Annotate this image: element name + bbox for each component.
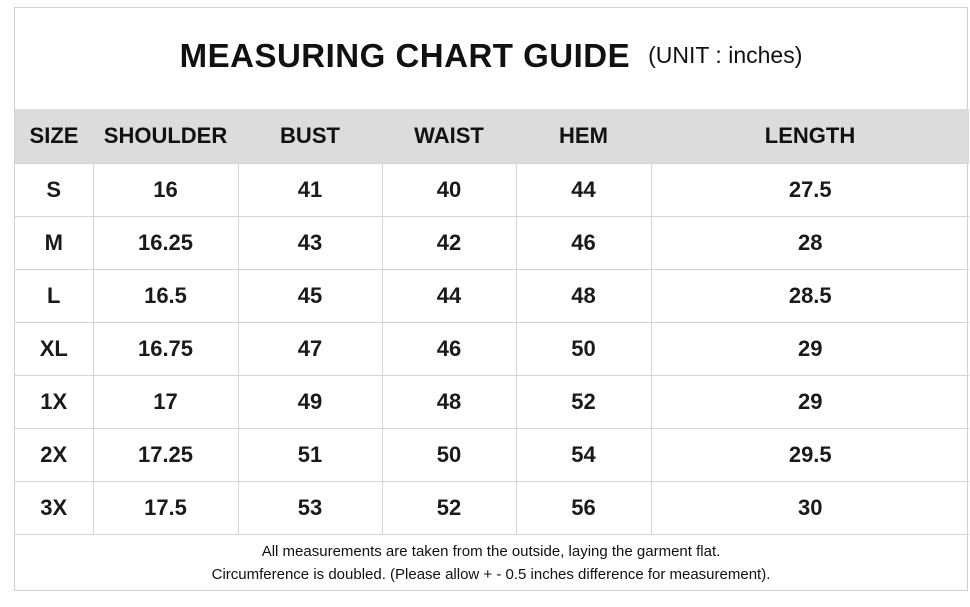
table-row	[15, 323, 969, 376]
cell-waist: 46	[382, 323, 516, 376]
cell-bust: 43	[238, 217, 382, 270]
table-row	[15, 270, 969, 323]
unit-label: (UNIT : inches)	[648, 42, 803, 68]
cell-waist: 52	[382, 482, 516, 535]
cell-size: 2X	[15, 429, 93, 482]
measurement-notes	[15, 540, 967, 586]
cell-bust: 51	[238, 429, 382, 482]
header-size: SIZE	[15, 109, 93, 164]
header-row	[15, 109, 969, 164]
cell-size: L	[15, 270, 93, 323]
cell-waist: 42	[382, 217, 516, 270]
cell-hem: 56	[516, 482, 651, 535]
cell-bust: 47	[238, 323, 382, 376]
header-shoulder: SHOULDER	[93, 109, 238, 164]
cell-length: 28	[651, 217, 969, 270]
cell-bust: 53	[238, 482, 382, 535]
cell-shoulder: 17.5	[93, 482, 238, 535]
chart-title: MEASURING CHART GUIDE	[179, 36, 631, 74]
cell-shoulder: 17.25	[93, 429, 238, 482]
cell-shoulder: 16.5	[93, 270, 238, 323]
cell-length: 29	[651, 323, 969, 376]
cell-waist: 50	[382, 429, 516, 482]
cell-hem: 46	[516, 217, 651, 270]
table-row	[15, 376, 969, 429]
cell-hem: 52	[516, 376, 651, 429]
cell-length: 28.5	[651, 270, 969, 323]
cell-hem: 44	[516, 164, 651, 217]
cell-waist: 40	[382, 164, 516, 217]
note-line-1: All measurements are taken from the outside, laying the garment flat.	[261, 543, 721, 560]
cell-bust: 49	[238, 376, 382, 429]
title-row	[15, 8, 967, 103]
header-length: LENGTH	[651, 109, 969, 164]
table-row	[15, 429, 969, 482]
cell-length: 27.5	[651, 164, 969, 217]
cell-length: 29	[651, 376, 969, 429]
cell-size: 3X	[15, 482, 93, 535]
cell-size: 1X	[15, 376, 93, 429]
cell-waist: 48	[382, 376, 516, 429]
cell-waist: 44	[382, 270, 516, 323]
cell-shoulder: 16.25	[93, 217, 238, 270]
table-row	[15, 217, 969, 270]
cell-hem: 48	[516, 270, 651, 323]
table-row	[15, 482, 969, 535]
cell-hem: 54	[516, 429, 651, 482]
table-row	[15, 164, 969, 217]
cell-hem: 50	[516, 323, 651, 376]
cell-bust: 41	[238, 164, 382, 217]
header-waist: WAIST	[382, 109, 516, 164]
cell-size: XL	[15, 323, 93, 376]
cell-shoulder: 17	[93, 376, 238, 429]
note-line-2: Circumference is doubled. (Please allow + - 0.5 inches difference for measurement).	[211, 566, 771, 583]
cell-size: S	[15, 164, 93, 217]
cell-length: 30	[651, 482, 969, 535]
header-bust: BUST	[238, 109, 382, 164]
cell-bust: 45	[238, 270, 382, 323]
header-hem: HEM	[516, 109, 651, 164]
chart-frame	[14, 7, 968, 591]
cell-size: M	[15, 217, 93, 270]
cell-shoulder: 16.75	[93, 323, 238, 376]
size-table	[15, 109, 969, 535]
cell-shoulder: 16	[93, 164, 238, 217]
cell-length: 29.5	[651, 429, 969, 482]
